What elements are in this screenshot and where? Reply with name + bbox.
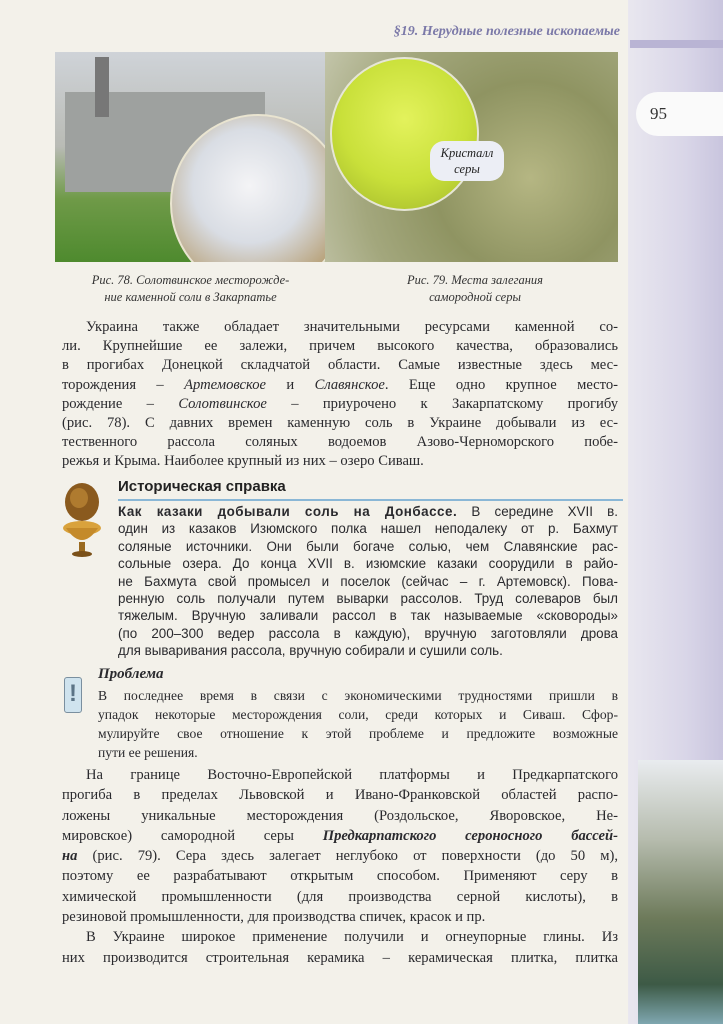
history-note-title: Историческая справка: [118, 478, 286, 495]
text-segment: ренную соль получали путем выварки рассолов. Труд солеваров был: [118, 590, 618, 606]
text-line: [98, 724, 618, 743]
text-line: [62, 846, 618, 866]
text-line: [62, 337, 618, 356]
text-segment: соляные источники. Они были богаче солью, чем Славянские рас-: [118, 538, 618, 554]
caption-line: Рис. 79. Места залегания: [407, 273, 543, 287]
text-segment: Солотвинское: [178, 395, 267, 412]
text-line: [62, 376, 618, 395]
page-number: 95: [650, 104, 667, 123]
text-segment: Украина также обладает значительными ресурсами каменной со-: [86, 319, 618, 335]
text-line: [118, 503, 618, 520]
text-line: [98, 686, 618, 705]
problem-title: Проблема: [98, 666, 164, 682]
text-line: [62, 907, 618, 927]
text-line: [62, 887, 618, 907]
text-line: [118, 607, 618, 624]
paragraph-sulfur: [62, 765, 618, 968]
text-segment: На границе Восточно-Европейской платформы и Предкарпатского: [86, 767, 618, 783]
caption-line: ние каменной соли в Закарпатье: [104, 290, 277, 304]
exclamation-icon: !: [64, 677, 82, 713]
text-segment: них производится строительная керамика – керамическая плитка, плитка: [62, 949, 618, 966]
text-segment: (по 200–300 ведер рассола в каждую), вручную заготовляли дрова: [118, 625, 618, 641]
text-line: [118, 625, 618, 642]
text-segment: рождение –: [62, 395, 179, 412]
text-line: [62, 927, 618, 947]
text-segment: химической промышленности (для производства серной кислоты), в: [62, 888, 618, 905]
text-segment: ложены уникальные месторождения (Роздольское, Яворовское, Не-: [62, 807, 618, 824]
figure-79-caption: [340, 272, 610, 306]
text-segment: для вываривания рассола, вручную собирали и сушили соль.: [118, 643, 503, 659]
text-segment: тественного рассола соляных водоемов Азово-Черноморского побе-: [62, 434, 618, 451]
text-line: [62, 395, 618, 414]
text-segment: и: [266, 376, 315, 393]
text-segment: – приурочено к Закарпатскому прогибу: [266, 395, 618, 412]
text-segment: резиновой промышленности, для производства спичек, красок и пр.: [62, 909, 486, 926]
text-segment: в прогибах Донецкой складчатой области. Самые известные здесь мес-: [62, 357, 618, 374]
text-line: [62, 806, 618, 826]
text-segment: Славянское: [314, 376, 385, 393]
mine-tower: [95, 57, 109, 117]
text-line: [62, 452, 618, 471]
crystal-label-line: Кристалл: [440, 146, 494, 160]
text-segment: мировское) самородной серы: [62, 827, 323, 844]
text-line: [98, 743, 618, 762]
text-line: [62, 356, 618, 375]
text-line: [62, 785, 618, 805]
globe-icon: [62, 480, 102, 558]
text-line: [118, 590, 618, 607]
running-title: §19. Нерудные полезные ископаемые: [393, 24, 620, 39]
text-segment: Артемовское: [184, 376, 267, 393]
crystal-label-line: серы: [454, 162, 480, 176]
text-segment: мулируйте свое отношение к этой проблеме и предложите возможные: [98, 726, 618, 741]
caption-line: Рис. 78. Солотвинское месторожде-: [91, 273, 290, 287]
text-segment: (рис. 78). С давних времен каменную соль в Украине добывали из ес-: [62, 414, 618, 431]
history-divider: [118, 499, 623, 501]
text-segment: Предкарпатского сероносного бассей-: [322, 827, 618, 844]
sulfur-crystal-inset: [330, 57, 479, 211]
figure-78-caption: [58, 272, 323, 306]
text-segment: режья и Крыма. Наиболее крупный из них – озеро Сиваш.: [62, 453, 424, 470]
figure-78-salt-mine-photo: [55, 52, 325, 262]
text-line: [62, 433, 618, 452]
text-line: [118, 555, 618, 572]
text-line: [62, 414, 618, 433]
text-segment: В Украине широкое применение получили и огнеупорные глины. Из: [86, 929, 618, 946]
text-segment: сольные озера. До конца XVII в. изюмские казаки соорудили в райо-: [118, 556, 618, 572]
text-segment: на: [62, 848, 78, 865]
text-segment: . Еще одно крупное место-: [384, 376, 618, 393]
text-segment: тяжелым. Вручную заливали рассол в так называемые «сковороды»: [118, 608, 618, 624]
history-note-text: [118, 503, 618, 660]
text-line: [118, 573, 618, 590]
text-line: [118, 642, 618, 659]
caption-line: самородной серы: [429, 290, 521, 304]
text-segment: не Бахмута свой промысел и поселок (сейчас – г. Артемовск). Пова-: [118, 573, 618, 589]
text-segment: поэтому ее разрабатывают открытым способом. Применяют серу в: [62, 868, 618, 885]
text-segment: (рис. 79). Сера здесь залегает неглубоко от поверхности (до 50 м),: [77, 848, 618, 865]
text-segment: прогиба в пределах Львовской и Ивано-Франковской областей распо-: [62, 787, 618, 804]
text-segment: Как казаки добывали соль на Донбассе.: [118, 504, 458, 519]
text-segment: ли. Крупнейшие ее залежи, причем высокого качества, образовались: [62, 338, 618, 355]
text-line: [62, 948, 618, 968]
text-segment: пути ее решения.: [98, 745, 198, 760]
text-line: [118, 538, 618, 555]
crystal-label: [430, 141, 504, 181]
header-bar: [630, 40, 723, 48]
text-segment: упадок некоторые месторождения соли, среди которых и Сиваш. Сфор-: [98, 707, 618, 722]
text-line: [62, 318, 618, 337]
text-segment: один из казаков Изюмского полка нашел неподалеку от р. Бахмут: [118, 521, 618, 537]
text-segment: торождения –: [62, 376, 185, 393]
text-line: [118, 520, 618, 537]
text-line: [98, 705, 618, 724]
text-line: [62, 826, 618, 846]
paragraph-rock-salt: [62, 318, 618, 472]
text-line: [62, 765, 618, 785]
text-line: [62, 866, 618, 886]
waterfall-decoration: [638, 760, 723, 1024]
problem-text: [98, 686, 618, 762]
text-segment: В середине XVII в.: [457, 504, 618, 519]
text-segment: В последнее время в связи с экономическими трудностями пришли в: [98, 688, 618, 703]
